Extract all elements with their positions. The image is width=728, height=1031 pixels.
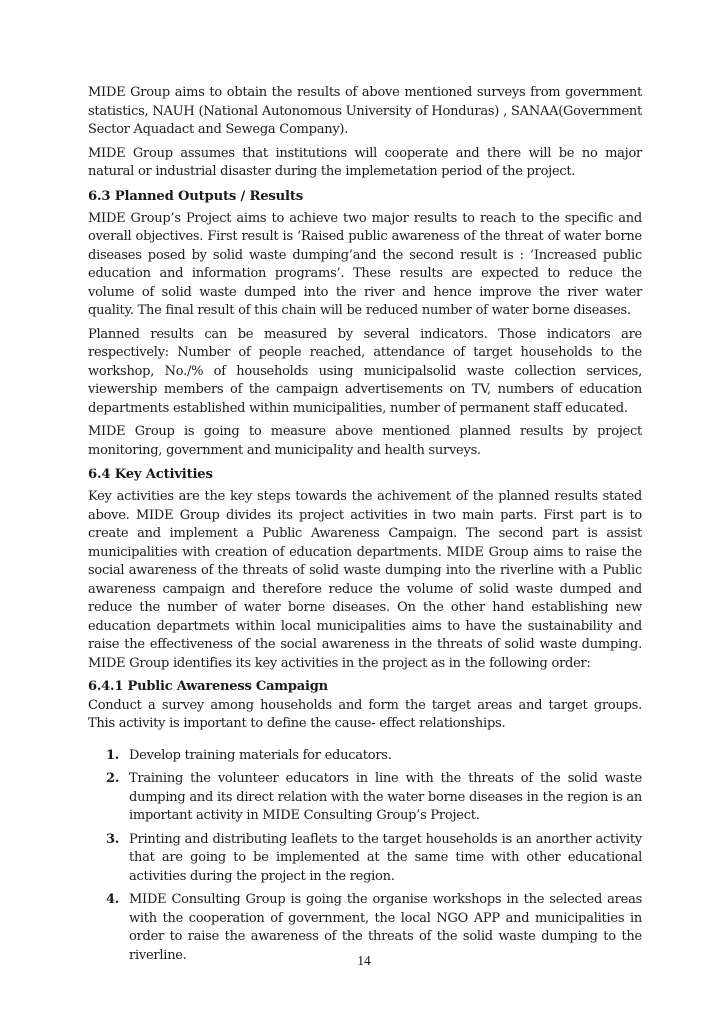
list-item-text: Training the volunteer educators in line with the threats of the solid waste dumping and its direct relation with the water borne diseases in the region is an important activity in MIDE Consulting Group’s Project. (129, 771, 642, 823)
planned-results-measurement-paragraph: MIDE Group is going to measure above mentioned planned results by project monitoring, government and municipality and health surveys. (88, 424, 642, 458)
list-item-text: Printing and distributing leaflets to the target households is an anorther activity that are going to be implemented at the same time with other educational activities during the project in the region. (129, 831, 642, 884)
public-awareness-campaign-paragraph: Conduct a survey among households and form the target areas and target groups. This activity is important to define the cause- effect relationships. (88, 697, 642, 731)
section-heading-planned-outputs: 6.3 Planned Outputs / Results (88, 188, 303, 204)
list-item (106, 831, 642, 887)
list-item (106, 770, 642, 826)
planned-results-indicators-paragraph: Planned results can be measured by several indicators. Those indicators are respectively: Number of people reached, attendance of target households to the workshop, No./% of households using municipalsolid waste collection services, viewership members of the campaign advertisements on TV, numbers of education departments established within municipalities, number of permanent staff educated. (88, 326, 642, 416)
list-item-number: 3. (106, 831, 120, 847)
intro-paragraph-assumptions: MIDE Group assumes that institutions will cooperate and there will be no major natural or industrial disaster during the implemetation period of the project. (88, 145, 642, 179)
list-item-number: 1. (106, 747, 120, 763)
list-item-text: MIDE Consulting Group is going the organise workshops in the selected areas with the cooperation of government, the local NGO APP and municipalities in order to raise the awareness of the threats of the solid waste dumping to the riverline. (129, 892, 642, 963)
activities-list (88, 747, 642, 966)
page-number: 14 (357, 953, 371, 968)
page-content (88, 84, 642, 970)
key-activities-paragraph: Key activities are the key steps towards the achivement of the planned results stated above. MIDE Group divides its project activities in two main parts. First part is to create and implement a Public Awareness Campaign. The second part is assist municipalities with creation of education departments. MIDE Group aims to raise the social awareness of the threats of solid waste dumping into the riverline with a Public awareness campaign and therefore reduce the volume of solid waste dumped and reduce the number of water borne diseases. On the other hand establishing new education departmets within local municipalities aims to have the sustainability and raise the effectiveness of the social awareness in the threats of solid waste dumping. MIDE Group identifies its key activities in the project as in the following order: (88, 489, 642, 671)
intro-paragraph-surveys: MIDE Group aims to obtain the results of above mentioned surveys from government statistics, NAUH (National Autonomous University of Honduras) , SANAA(Government Sector Aquadact and Sewega Company). (88, 85, 642, 137)
section-heading-key-activities: 6.4 Key Activities (88, 467, 213, 482)
list-item (106, 747, 642, 766)
list-item-number: 4. (106, 892, 120, 907)
list-item-text: Develop training materials for educators. (129, 747, 392, 763)
list-item-number: 2. (106, 771, 120, 786)
subsection-heading-public-awareness-campaign: 6.4.1 Public Awareness Campaign (88, 679, 328, 694)
planned-outputs-paragraph: MIDE Group’s Project aims to achieve two major results to reach to the specific and overall objectives. First result is ‘Raised public awareness of the threat of water borne diseases posed by solid waste dumping’and the second result is : ‘Increased public education and information programs’. These results are expected to reduce the volume of solid waste dumped into the river and hence improve the river water quality. The final result of this chain will be reduced number of water borne diseases. (88, 210, 642, 318)
